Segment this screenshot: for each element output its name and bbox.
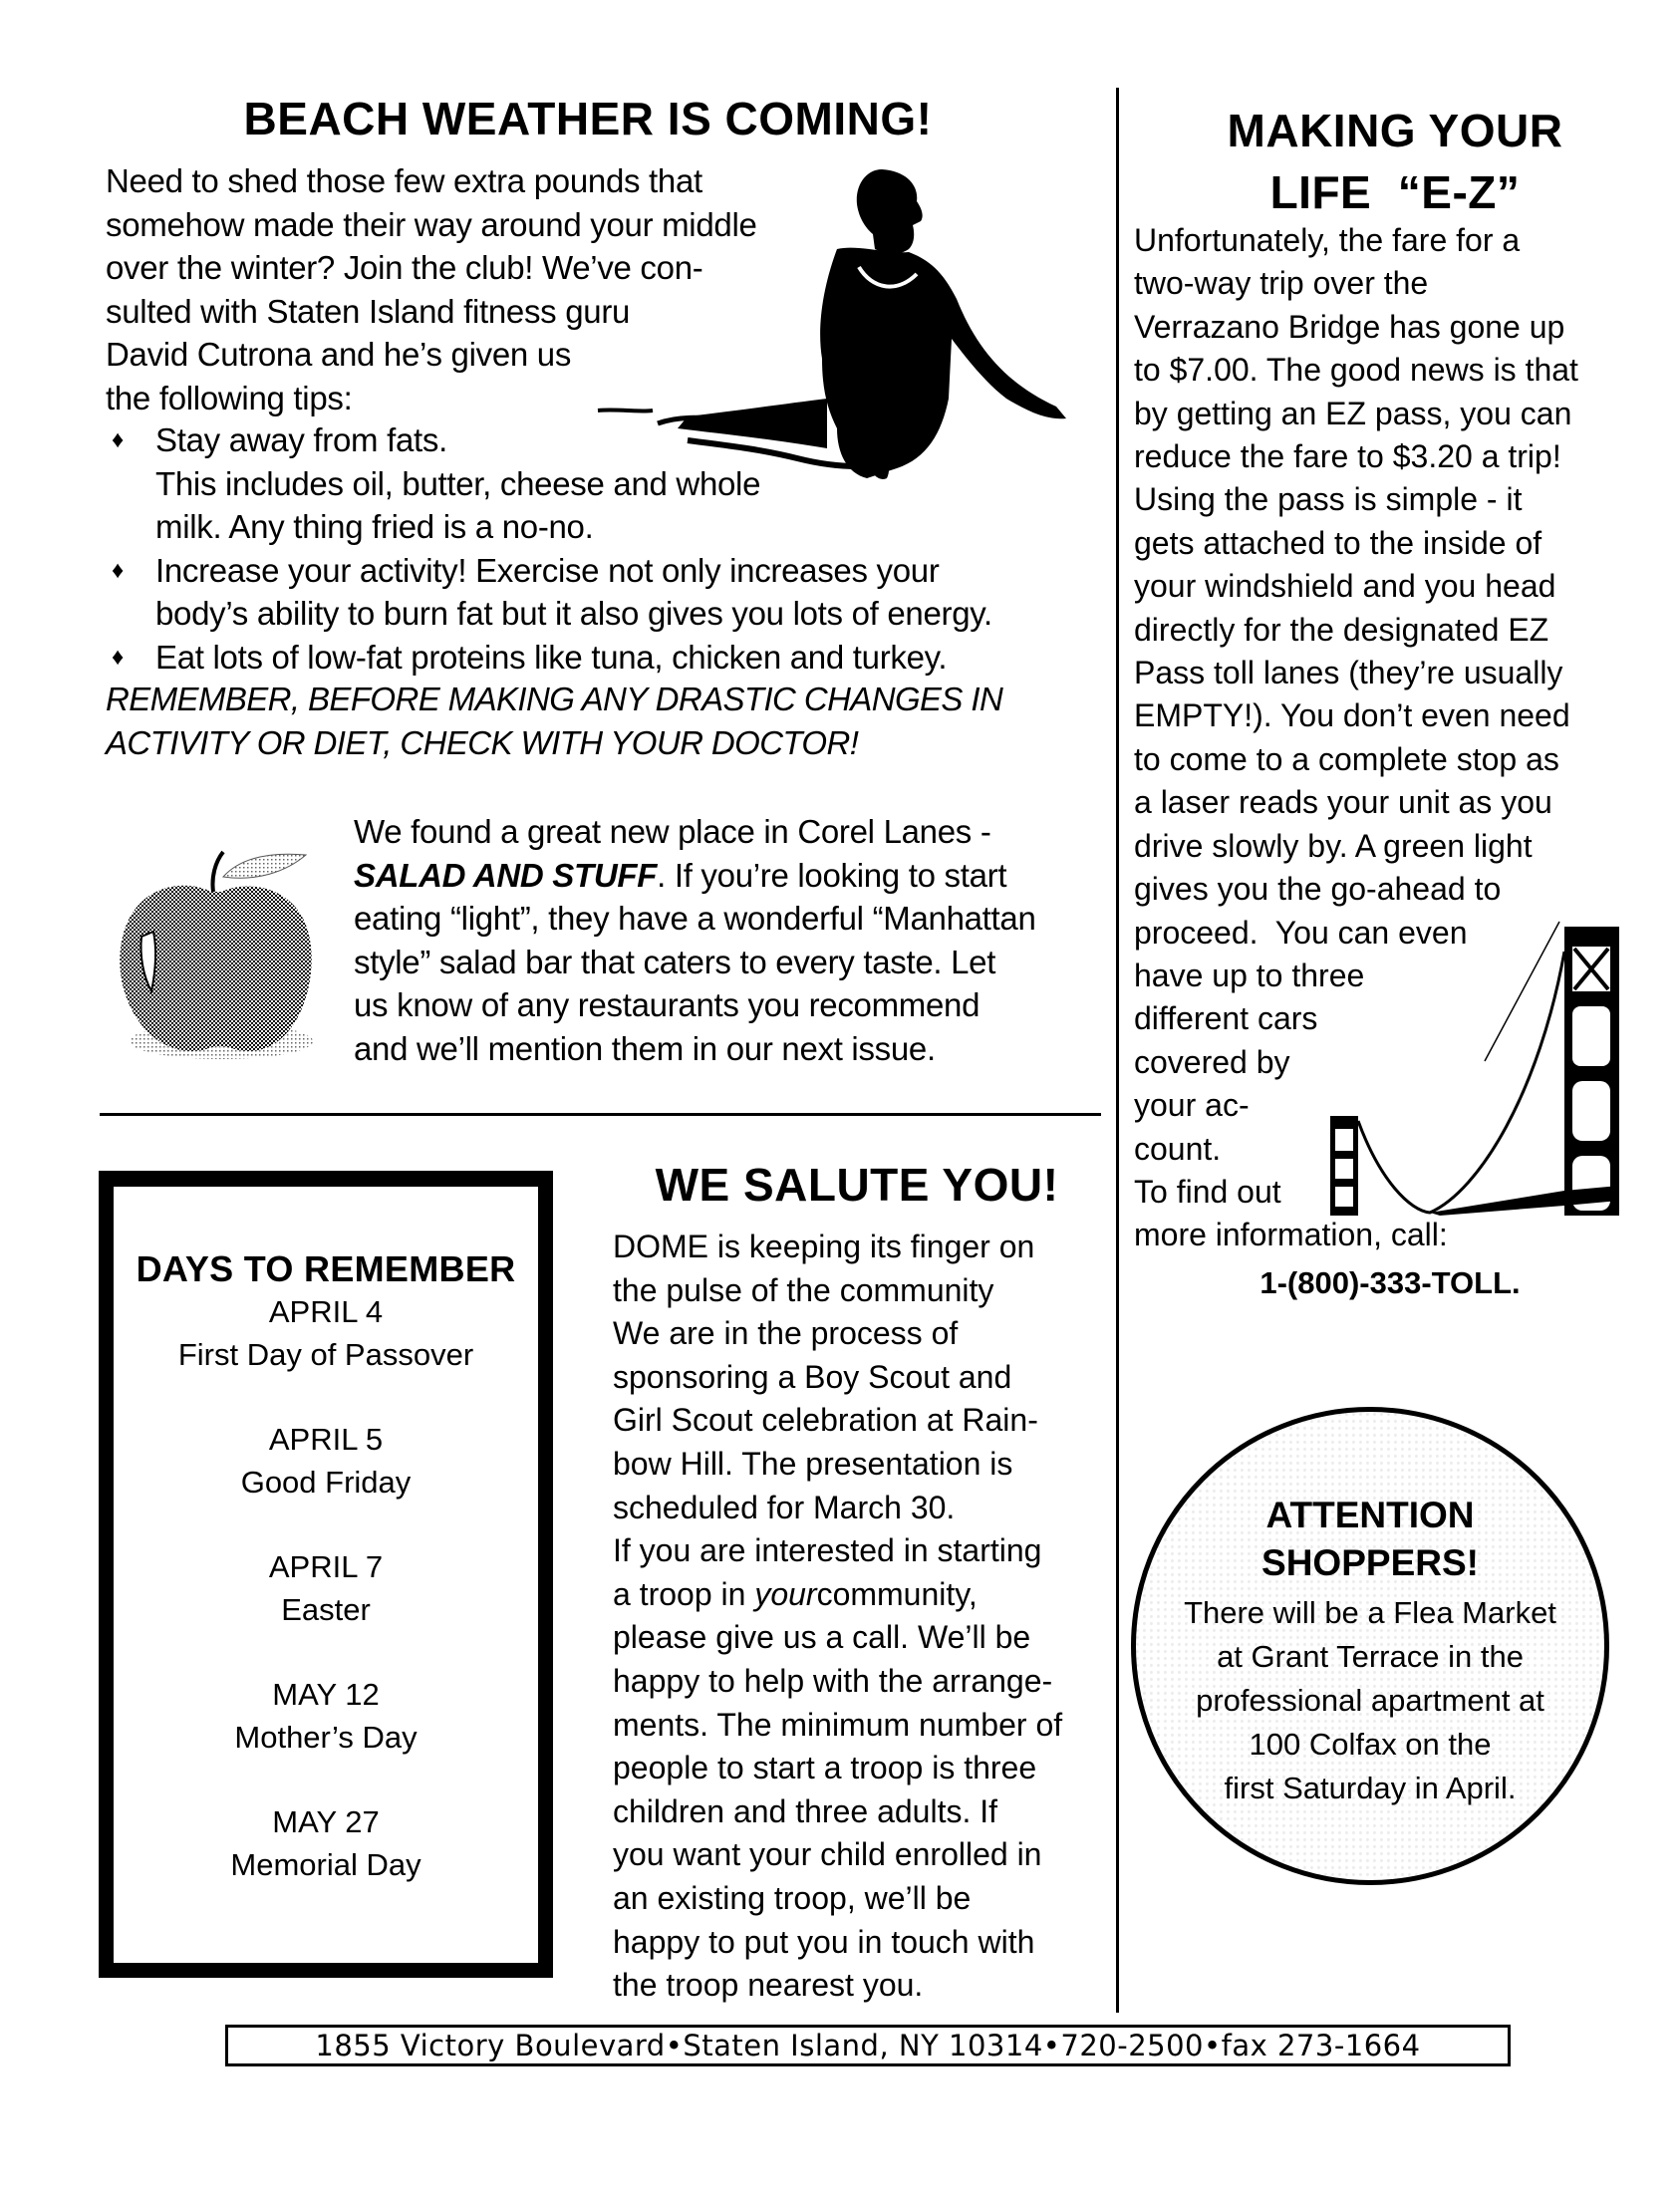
calendar-entry	[114, 1418, 538, 1504]
text-line: by getting an EZ pass, you can	[1134, 395, 1572, 431]
flea-market-notice	[1136, 1591, 1604, 1810]
text-line: us know of any restaurants you recommend	[354, 986, 980, 1023]
text-line: people to start a troop is three	[613, 1750, 1037, 1786]
text-line: This includes oil, butter, cheese and whole	[155, 464, 761, 502]
attention-content	[1136, 1492, 1604, 1810]
text-line: proceed. You can even	[1134, 914, 1468, 951]
text-line: REMEMBER, BEFORE MAKING ANY DRASTIC CHANGES IN	[106, 681, 1003, 717]
entry-date: APRIL 4	[268, 1294, 384, 1329]
attention-shoppers-circle	[1131, 1407, 1609, 1885]
text-line: to $7.00. The good news is that	[1134, 352, 1578, 389]
text-line: gives you the go-ahead to	[1134, 871, 1502, 908]
text-fragment: a troop in	[613, 1575, 755, 1612]
text-line: ACTIVITY OR DIET, CHECK WITH YOUR DOCTOR!	[106, 724, 859, 761]
text-line: Unfortunately, the fare for a	[1134, 222, 1521, 258]
attention-heading	[1136, 1492, 1604, 1587]
text-line: David Cutrona and he’s given us	[106, 336, 572, 373]
text-fragment: . If you’re looking to start	[657, 856, 1007, 894]
text-line: drive slowly by. A green light	[1134, 827, 1533, 864]
text-line: and we’ll mention them in our next issue.	[354, 1029, 936, 1067]
text-line: professional apartment at	[1196, 1683, 1544, 1718]
text-line: two-way trip over the	[1134, 265, 1429, 302]
heading-line: SHOPPERS!	[1261, 1542, 1479, 1583]
text-line: more information, call:	[1134, 1217, 1448, 1253]
text-line: ments. The minimum number of	[613, 1706, 1063, 1743]
entry-date: APRIL 7	[268, 1549, 384, 1584]
text-line: over the winter? Join the club! We’ve con-	[106, 249, 703, 286]
text-line: a laser reads your unit as you	[1134, 784, 1552, 821]
text-line: children and three adults. If	[613, 1792, 998, 1829]
text-line: DOME is keeping its finger on	[613, 1229, 1035, 1264]
text-line: Eat lots of low-fat proteins like tuna, chicken and turkey.	[155, 638, 948, 676]
text-line: your windshield and you head	[1134, 568, 1556, 605]
making-life-ez-heading	[1136, 100, 1654, 223]
text-line: to come to a complete stop as	[1134, 740, 1559, 777]
entry-date: MAY 12	[272, 1677, 380, 1712]
text-line: sulted with Staten Island fitness guru	[106, 292, 631, 330]
text-line: We found a great new place in Corel Lanes -	[354, 813, 991, 850]
heading-line: ATTENTION	[1265, 1495, 1475, 1535]
text-line: the following tips:	[106, 379, 353, 416]
diamond-bullet-icon: ♦	[112, 556, 124, 584]
diamond-bullet-icon: ♦	[112, 426, 124, 453]
restaurant-name: SALAD AND STUFF	[354, 856, 658, 894]
text-line: body’s ability to burn fat but it also gives you lots of energy.	[155, 595, 992, 632]
beach-weather-heading: BEACH WEATHER IS COMING!	[243, 93, 933, 144]
text-line: count.	[1134, 1130, 1222, 1167]
entry-event: Memorial Day	[230, 1847, 421, 1882]
text-fragment: community,	[816, 1575, 978, 1612]
heading-line: MAKING YOUR	[1227, 105, 1563, 156]
text-line: Using the pass is simple - it	[1134, 481, 1523, 518]
text-line: gets attached to the inside of	[1134, 524, 1542, 561]
bridge-illustration	[1290, 892, 1619, 1216]
days-to-remember-heading: DAYS TO REMEMBER	[136, 1248, 516, 1289]
text-line	[354, 854, 1091, 898]
doctor-warning	[106, 678, 1112, 765]
calendar-entry	[114, 1545, 538, 1631]
apple-illustration	[112, 847, 316, 1061]
fitness-woman-illustration	[538, 149, 1106, 488]
text-line: first Saturday in April.	[1224, 1771, 1517, 1805]
calendar-entry	[114, 1290, 538, 1376]
entry-event: Mother’s Day	[234, 1720, 418, 1755]
text-line: style” salad bar that caters to every taste. Let	[354, 943, 996, 980]
text-line: If you are interested in starting	[613, 1532, 1042, 1569]
text-line: Stay away from fats.	[155, 421, 447, 458]
text-line: please give us a call. We’ll be	[613, 1619, 1031, 1656]
emphasis-word: your	[754, 1575, 817, 1612]
tip-item	[106, 549, 1102, 636]
text-line: Pass toll lanes (they’re usually	[1134, 655, 1563, 691]
text-line: Girl Scout celebration at Rain-	[613, 1402, 1038, 1439]
text-line: have up to three	[1134, 957, 1365, 993]
diamond-bullet-icon: ♦	[112, 643, 124, 671]
text-line: We are in the process of	[613, 1315, 959, 1352]
salad-and-stuff-paragraph	[354, 810, 1091, 1070]
vertical-column-divider	[1116, 88, 1119, 2013]
text-line: the troop nearest you.	[613, 1967, 924, 2004]
text-line: To find out	[1134, 1173, 1281, 1210]
horizontal-divider	[100, 1113, 1101, 1116]
text-line: you want your child enrolled in	[613, 1836, 1042, 1873]
text-line: Increase your activity! Exercise not only increases your	[155, 551, 940, 589]
tip-item	[106, 636, 1102, 680]
entry-event: Good Friday	[240, 1465, 412, 1500]
text-line: happy to put you in touch with	[613, 1923, 1035, 1960]
text-line: eating “light”, they have a wonderful “Manhattan	[354, 900, 1036, 937]
entry-date: MAY 27	[272, 1804, 380, 1839]
calendar-entry	[114, 1673, 538, 1759]
days-to-remember-box	[99, 1171, 553, 1978]
text-line: reduce the fare to $3.20 a trip!	[1134, 438, 1561, 475]
text-line: directly for the designated EZ	[1134, 611, 1549, 648]
text-line: 100 Colfax on the	[1249, 1727, 1492, 1762]
address-footer: 1855 Victory Boulevard•Staten Island, NY 10314•720-2500•fax 273-1664	[225, 2025, 1511, 2066]
heading-line: LIFE “E-Z”	[1269, 166, 1521, 218]
text-line: Verrazano Bridge has gone up	[1134, 308, 1565, 345]
calendar-entry	[114, 1800, 538, 1886]
salute-paragraph	[613, 1226, 1111, 2008]
text-line: your ac-	[1134, 1087, 1250, 1124]
text-line: There will be a Flea Market	[1184, 1595, 1556, 1630]
text-line: scheduled for March 30.	[613, 1489, 956, 1525]
entry-date: APRIL 5	[268, 1422, 384, 1457]
text-line: bow Hill. The presentation is	[613, 1445, 1013, 1482]
text-line: at Grant Terrace in the	[1217, 1639, 1524, 1674]
text-line: different cars	[1134, 1000, 1318, 1037]
text-line: covered by	[1134, 1043, 1290, 1080]
text-line: milk. Any thing fried is a no-no.	[155, 508, 594, 545]
text-line: the pulse of the community	[613, 1271, 994, 1308]
text-line: somehow made their way around your middle	[106, 205, 757, 243]
text-line: sponsoring a Boy Scout and	[613, 1358, 1012, 1395]
entry-event: Easter	[281, 1592, 371, 1627]
text-line: an existing troop, we’ll be	[613, 1879, 972, 1916]
text-line: EMPTY!). You don’t even need	[1134, 697, 1570, 734]
text-line: happy to help with the arrange-	[613, 1662, 1053, 1699]
toll-phone-number: 1-(800)-333-TOLL.	[1260, 1265, 1521, 1300]
entry-event: First Day of Passover	[177, 1337, 474, 1372]
text-line: Need to shed those few extra pounds that	[106, 162, 702, 199]
we-salute-you-heading: WE SALUTE YOU!	[655, 1159, 1059, 1211]
text-line	[613, 1573, 1111, 1617]
